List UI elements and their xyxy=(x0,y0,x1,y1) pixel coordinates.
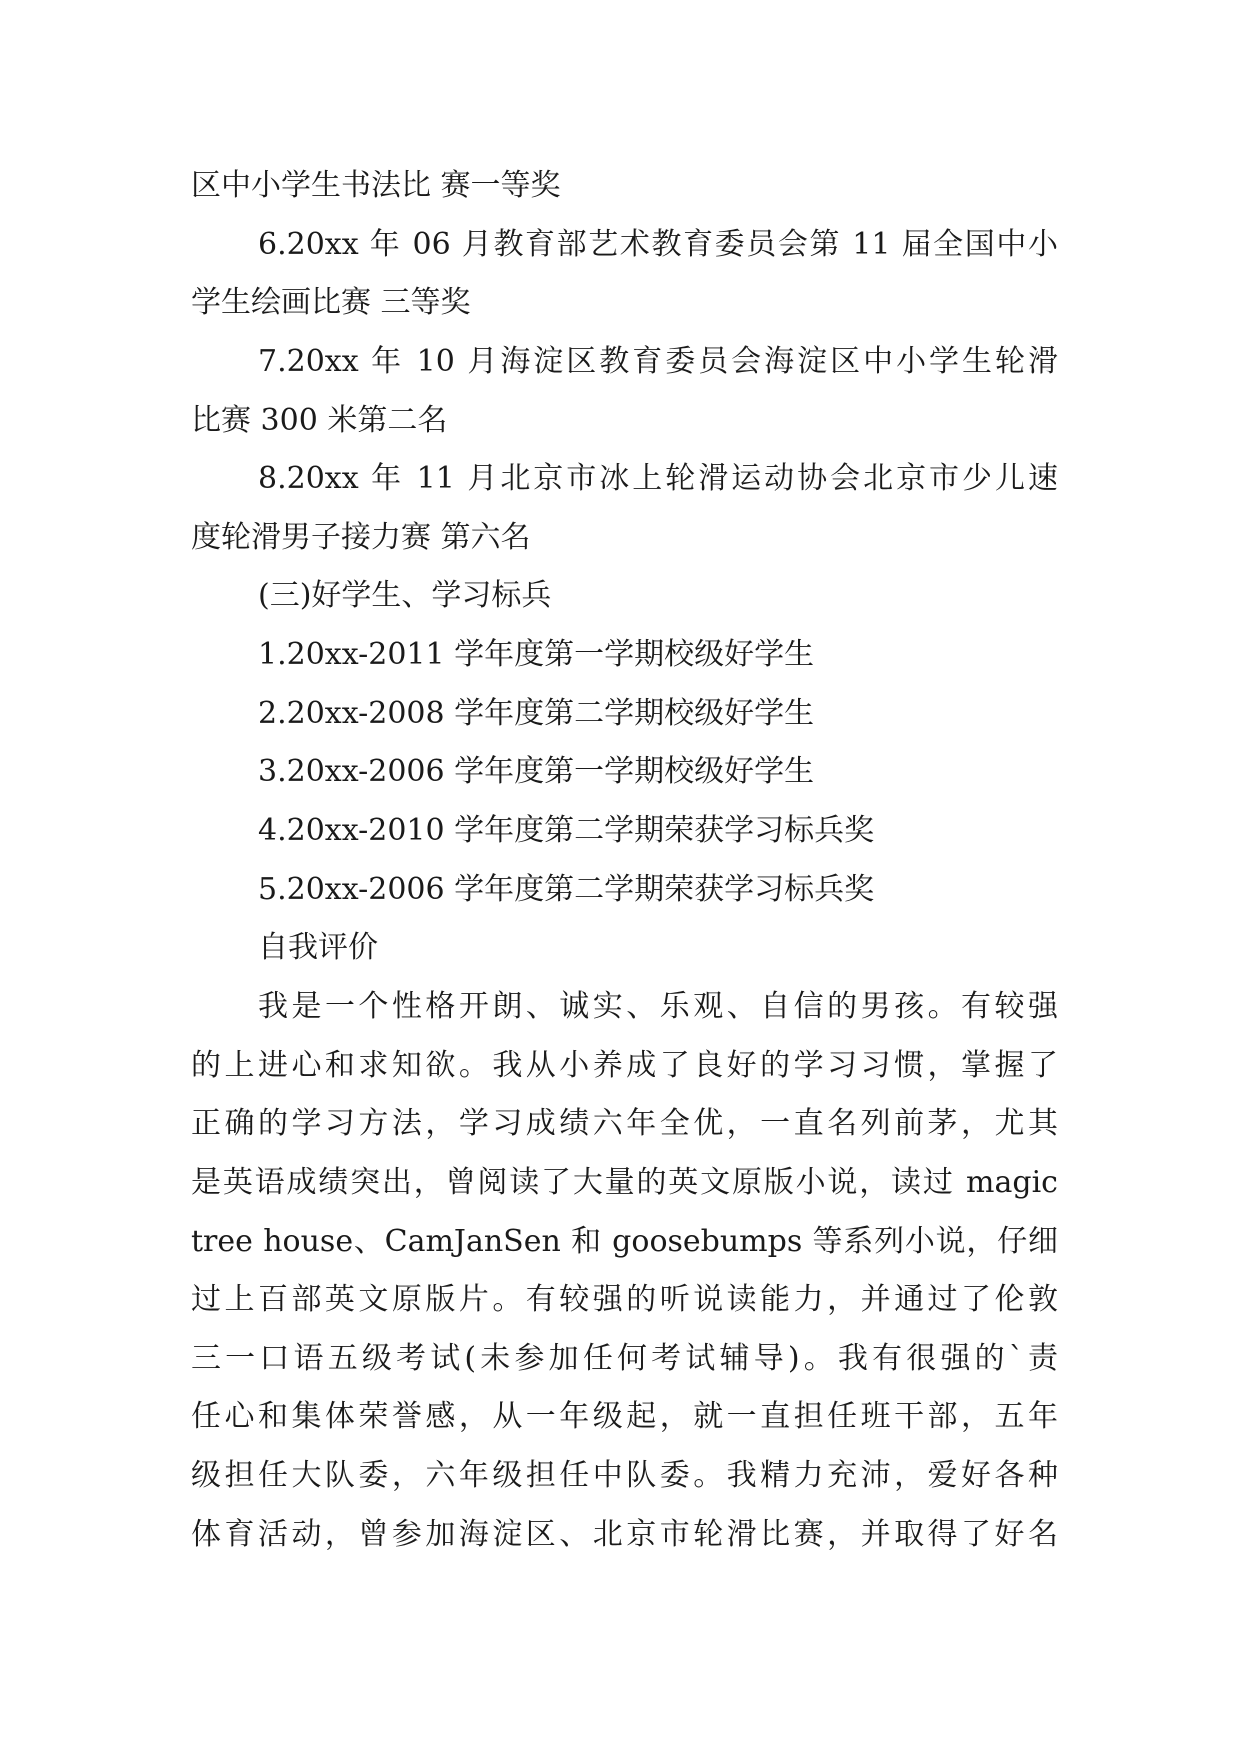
text-line: 学生绘画比赛 三等奖 xyxy=(191,285,471,321)
paragraph-line: 的上进心和求知欲。我从小养成了良好的学习习惯，掌握了 xyxy=(191,1047,1058,1083)
paragraph-line: 三一口语五级考试(未参加任何考试辅导)。我有很强的`责 xyxy=(191,1340,1058,1376)
award-item-6: 6.20xx 年 06 月教育部艺术教育委员会第 11 届全国中小 xyxy=(258,226,1058,262)
honor-item-2: 2.20xx-2008 学年度第二学期校级好学生 xyxy=(258,695,815,731)
paragraph-line: 体育活动，曾参加海淀区、北京市轮滑比赛，并取得了好名 xyxy=(191,1516,1058,1552)
paragraph-line: 是英语成绩突出，曾阅读了大量的英文原版小说，读过 magic xyxy=(191,1164,1058,1200)
section-heading: 自我评价 xyxy=(258,930,378,966)
honor-item-4: 4.20xx-2010 学年度第二学期荣获学习标兵奖 xyxy=(258,813,875,849)
text-line: 度轮滑男子接力赛 第六名 xyxy=(191,519,531,555)
honor-item-3: 3.20xx-2006 学年度第一学期校级好学生 xyxy=(258,754,815,790)
paragraph-line: 任心和集体荣誉感，从一年级起，就一直担任班干部，五年 xyxy=(191,1399,1058,1435)
paragraph-line: 正确的学习方法，学习成绩六年全优，一直名列前茅，尤其 xyxy=(191,1106,1058,1142)
award-item-8: 8.20xx 年 11 月北京市冰上轮滑运动协会北京市少儿速 xyxy=(258,461,1058,497)
honor-item-5: 5.20xx-2006 学年度第二学期荣获学习标兵奖 xyxy=(258,871,875,907)
paragraph-line: 级担任大队委，六年级担任中队委。我精力充沛，爱好各种 xyxy=(191,1458,1058,1494)
paragraph-line: 过上百部英文原版片。有较强的听说读能力，并通过了伦敦 xyxy=(191,1282,1058,1318)
award-item-7: 7.20xx 年 10 月海淀区教育委员会海淀区中小学生轮滑 xyxy=(258,343,1058,379)
paragraph-line: 我是一个性格开朗、诚实、乐观、自信的男孩。有较强 xyxy=(258,988,1058,1024)
text-line: 比赛 300 米第二名 xyxy=(191,402,448,438)
section-heading: (三)好学生、学习标兵 xyxy=(258,578,552,614)
honor-item-1: 1.20xx-2011 学年度第一学期校级好学生 xyxy=(258,637,815,673)
document-body xyxy=(191,157,1058,1564)
text-line: 区中小学生书法比 赛一等奖 xyxy=(191,168,561,203)
paragraph-line: tree house、CamJanSen 和 goosebumps 等系列小说，仔细 xyxy=(191,1223,1058,1259)
